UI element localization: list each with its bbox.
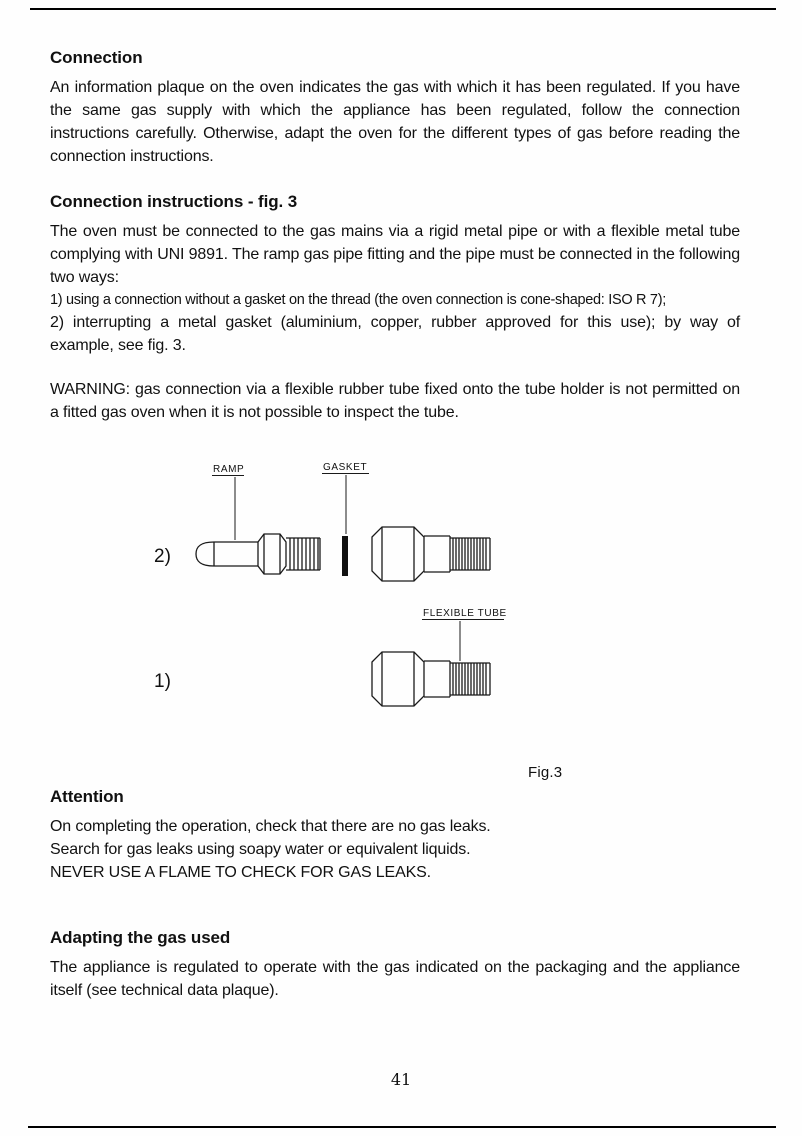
connection-paragraph: An information plaque on the oven indicates the gas with which it has been regulated. If you have the same gas supply with which the appliance has been regulated, follow the connection instructions carefully. Otherwise, adapt the oven for the different types of gas before reading the connection instructions. (50, 79, 740, 165)
attention-line-2: Search for gas leaks using soapy water or equivalent liquids. (50, 841, 471, 858)
warning-paragraph: WARNING: gas connection via a flexible rubber tube fixed onto the tube holder is not permitted on a fitted gas oven when it is not possible to inspect the tube. (50, 381, 740, 421)
figure-item-2-label: 2) (154, 546, 171, 567)
figure-diagram (140, 452, 560, 722)
adapting-paragraph: The appliance is regulated to operate with the gas indicated on the packaging and the appliance itself (see technical data plaque). (50, 959, 740, 999)
pipe-fitting-top-drawing (372, 527, 490, 581)
instructions-item-1: 1) using a connection without a gasket on the thread (the oven connection is cone-shaped: ISO R 7); (50, 292, 666, 308)
attention-heading: Attention (50, 787, 124, 806)
gasket-label: GASKET (323, 462, 368, 473)
attention-line-3: NEVER USE A FLAME TO CHECK FOR GAS LEAKS. (50, 864, 431, 881)
page-number: 41 (390, 1070, 412, 1089)
connection-heading: Connection (50, 48, 143, 67)
page-content (50, 48, 740, 1002)
pipe-fitting-bottom-drawing (372, 652, 490, 706)
ramp-fitting-drawing (196, 534, 320, 574)
gas-connection-drawing (140, 452, 560, 722)
instructions-heading: Connection instructions - fig. 3 (50, 192, 298, 211)
gasket-drawing (342, 536, 348, 576)
bottom-border-line (28, 1126, 776, 1128)
figure-caption: Fig.3 (528, 764, 563, 781)
instructions-paragraph: The oven must be connected to the gas mains via a rigid metal pipe or with a flexible metal tube complying with UNI 9891. The ramp gas pipe fitting and the pipe must be connected in the following two ways: (50, 223, 740, 286)
flexible-tube-label: FLEXIBLE TUBE (423, 608, 507, 619)
top-border-line (30, 8, 776, 10)
attention-line-1: On completing the operation, check that there are no gas leaks. (50, 818, 491, 835)
adapting-heading: Adapting the gas used (50, 928, 231, 947)
ramp-label: RAMP (213, 464, 245, 475)
figure-item-1-label: 1) (154, 671, 171, 692)
instructions-item-2: 2) interrupting a metal gasket (aluminium, copper, rubber approved for this use); by way of example, see fig. 3. (50, 314, 740, 354)
